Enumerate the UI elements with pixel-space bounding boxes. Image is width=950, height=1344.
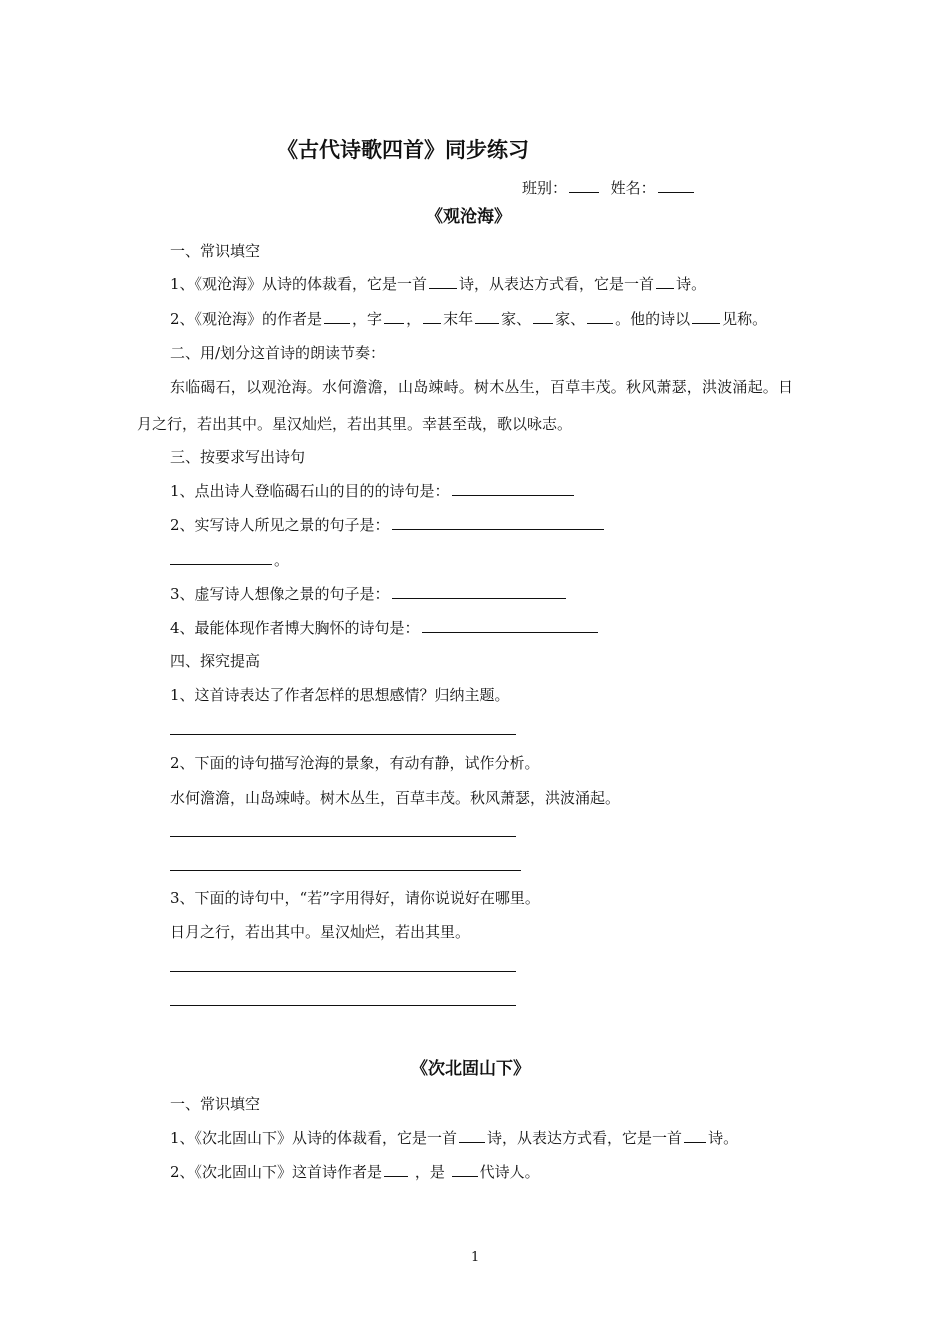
blank[interactable] xyxy=(429,273,457,289)
part4-question-3: 3、下面的诗句中，“若”字用得好，请你说说好在哪里。 xyxy=(170,889,540,907)
answer-blank[interactable] xyxy=(452,480,574,496)
blank[interactable] xyxy=(384,308,404,324)
blank[interactable] xyxy=(533,308,553,324)
question-1-1: 1、《观沧海》从诗的体裁看，它是一首 诗，从表达方式看，它是一首 诗。 xyxy=(170,275,707,293)
page-title: 《古代诗歌四首》同步练习 xyxy=(277,138,529,162)
answer-line[interactable] xyxy=(170,870,521,871)
part3-question-1: 1、点出诗人登临碣石山的目的的诗句是： xyxy=(170,480,576,501)
blank[interactable] xyxy=(475,308,499,324)
section2-part1-heading: 一、常识填空 xyxy=(170,1095,261,1113)
part2-heading: 二、用/划分这首诗的朗读节奏： xyxy=(170,344,386,362)
blank[interactable] xyxy=(692,308,720,324)
part3-question-2-continuation: 。 xyxy=(170,549,289,570)
blank[interactable] xyxy=(423,308,441,324)
part4-question-1: 1、这首诗表达了作者怎样的思想感情？归纳主题。 xyxy=(170,686,510,704)
blank[interactable] xyxy=(384,1161,408,1177)
answer-blank[interactable] xyxy=(392,514,604,530)
poem-line-2: 月之行，若出其中。星汉灿烂，若出其里。幸甚至哉，歌以咏志。 xyxy=(137,415,573,433)
section-heading-guancanghai: 《观沧海》 xyxy=(426,207,511,227)
blank[interactable] xyxy=(587,308,613,324)
answer-line[interactable] xyxy=(170,734,516,735)
blank[interactable] xyxy=(324,308,350,324)
blank[interactable] xyxy=(452,1161,478,1177)
part3-question-4: 4、最能体现作者博大胸怀的诗句是： xyxy=(170,617,600,638)
part1-heading: 一、常识填空 xyxy=(170,242,261,260)
name-blank[interactable] xyxy=(658,177,694,193)
part3-heading: 三、按要求写出诗句 xyxy=(170,448,306,466)
class-label: 班别： xyxy=(522,179,568,197)
answer-line[interactable] xyxy=(170,971,516,972)
blank[interactable] xyxy=(459,1127,485,1143)
part4-question-3-poem: 日月之行，若出其中。星汉灿烂，若出其里。 xyxy=(170,923,471,941)
section2-question-2: 2、《次北固山下》这首诗作者是 ，是 代诗人。 xyxy=(170,1163,540,1181)
page-number: 1 xyxy=(471,1250,480,1265)
answer-line[interactable] xyxy=(170,836,516,837)
answer-blank[interactable] xyxy=(392,583,566,599)
part4-question-2: 2、下面的诗句描写沧海的景象，有动有静，试作分析。 xyxy=(170,754,540,772)
name-label: 姓名： xyxy=(610,179,656,197)
part4-question-2-poem: 水何澹澹，山岛竦峙。树木丛生，百草丰茂。秋风萧瑟，洪波涌起。 xyxy=(170,789,621,807)
answer-blank[interactable] xyxy=(170,549,272,565)
part4-heading: 四、探究提高 xyxy=(170,652,261,670)
answer-line[interactable] xyxy=(170,1005,516,1006)
answer-blank[interactable] xyxy=(422,617,598,633)
class-name-fields xyxy=(522,177,696,198)
class-blank[interactable] xyxy=(569,177,599,193)
poem-line-1: 东临碣石，以观沧海。水何澹澹，山岛竦峙。树木丛生，百草丰茂。秋风萧瑟，洪波涌起。日 xyxy=(170,378,794,396)
section2-question-1: 1、《次北固山下》从诗的体裁看，它是一首 诗，从表达方式看，它是一首 诗。 xyxy=(170,1129,739,1147)
part3-question-3: 3、虚写诗人想像之景的句子是： xyxy=(170,583,568,604)
blank[interactable] xyxy=(656,273,674,289)
part3-question-2: 2、实写诗人所见之景的句子是： xyxy=(170,514,606,535)
blank[interactable] xyxy=(684,1127,706,1143)
section-heading-cibeigushanxia: 《次北固山下》 xyxy=(411,1059,530,1079)
question-1-2: 2、《观沧海》的作者是 ，字 ， 末年 家、 家、 。他的诗以 见称。 xyxy=(170,310,768,328)
